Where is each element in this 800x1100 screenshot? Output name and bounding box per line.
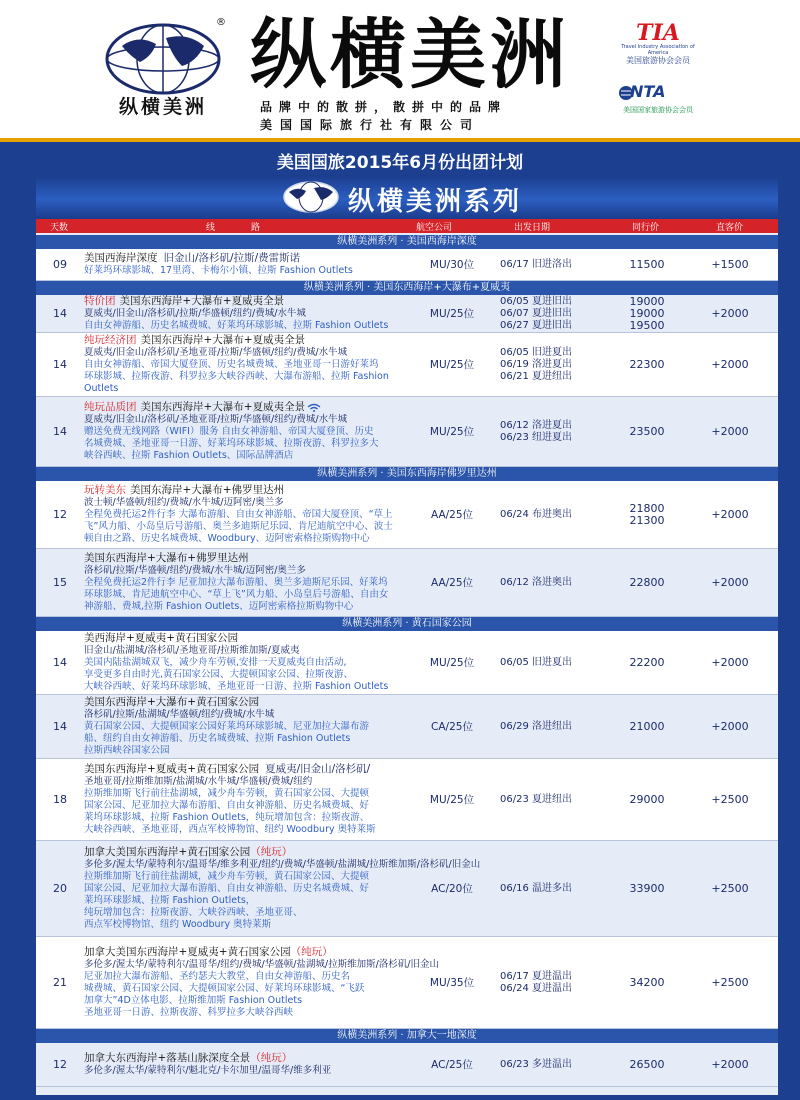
route-highlights: 飞”风力船、小岛皇后号游船、奥兰多迪斯尼乐园、肯尼迪航空中心、波士 <box>84 521 393 532</box>
route-highlights: 美国内陆盐湖城双飞，减少舟车劳顿,安排一天夏威夷自由活动, <box>84 657 347 668</box>
route-highlights: 拉斯维加斯飞行前往盐湖城，减少舟车劳顿，黄石国家公园、大提顿 <box>84 788 370 799</box>
route-name: 美国东海岸+大瀑布+佛罗里达州 <box>130 484 285 496</box>
price-value: 21000 <box>629 719 665 733</box>
route-highlights: 拉斯维加斯飞行前往盐湖城，减少舟车劳顿，黄石国家公园、大提顿 <box>84 871 370 882</box>
airline-cell: AC/20位 <box>431 883 473 895</box>
depart-cell <box>500 549 596 616</box>
route-highlights: 环球影城、肯尼迪航空中心、“草上飞”风力船、小岛皇后号游船、自由女 <box>84 589 389 600</box>
route-highlights: 西点军校博物馆、纽约 Woodbury 奥特莱斯 <box>84 919 272 930</box>
days-cell: 09 <box>53 258 67 271</box>
route-name: 美国东西海岸+大瀑布+夏威夷全景 <box>119 295 285 307</box>
slogan: 品牌中的散拼，散拼中的品牌 <box>260 100 508 114</box>
depart-cell <box>500 249 596 280</box>
price-value: 34200 <box>629 975 665 989</box>
route-title <box>84 1052 406 1065</box>
price-value: 21800 <box>629 501 665 515</box>
route-title <box>84 252 406 265</box>
depart-date: 06/12 洛进夏出 <box>500 419 572 431</box>
depart-cell <box>500 481 596 548</box>
route-cities: 多伦多/渥太华/蒙特利尔/温哥华/维多利亚/纽约/费城/华盛顿/盐湖城/拉斯维加斯/洛杉矶/旧金山 <box>84 859 481 870</box>
route-highlights: 莱坞环球影城、拉斯 Fashion Outlets， <box>84 895 256 906</box>
table-row <box>36 481 778 549</box>
table-row <box>36 397 778 467</box>
route-name: 美国东西海岸+大瀑布+黄石国家公园 <box>84 696 260 708</box>
airline-cell: MU/25位 <box>429 308 475 320</box>
route-cell <box>84 481 406 548</box>
route-cell <box>84 695 406 758</box>
route-cities: 夏威夷/旧金山/洛杉矶/圣地亚哥/拉斯/华盛顿/纽约/费城/水牛城 <box>84 414 348 425</box>
route-highlights: 好莱坞环球影城、17里湾、卡梅尔小镇、拉斯 Fashion Outlets <box>84 265 353 276</box>
depart-date: 06/24 夏进温出 <box>500 982 572 994</box>
direct-price-cell: +2500 <box>711 793 749 806</box>
series-globe-icon <box>281 180 341 214</box>
price-value: 21300 <box>629 513 665 527</box>
company-name: 美国国际旅行社有限公司 <box>260 118 481 132</box>
airline-cell: CA/25位 <box>431 721 473 733</box>
days-cell: 20 <box>53 882 67 895</box>
col-airline: 航空公司 <box>416 223 453 233</box>
direct-price-cell: +2000 <box>711 720 749 733</box>
depart-date: 06/17 旧进洛出 <box>500 258 572 270</box>
route-highlights: 国家公园、尼亚加拉大瀑布游船、自由女神游船、历史名城费城、好 <box>84 883 370 894</box>
series-title: 纵横美洲系列 <box>348 187 523 217</box>
table-row <box>36 249 778 281</box>
direct-price-cell: +2500 <box>711 882 749 895</box>
route-cell <box>84 549 406 616</box>
route-highlights: 加拿大”4D立体电影、拉斯维加斯 Fashion Outlets <box>84 995 303 1006</box>
route-cities: 旧金山/盐湖城/洛杉矶/圣地亚哥/拉斯维加斯/夏威夷 <box>84 645 300 656</box>
direct-price-cell: +2000 <box>711 307 749 320</box>
section-header: 纵横美洲系列 · 美国西海岸深度 <box>36 235 778 249</box>
direct-price-cell: +1500 <box>711 258 749 271</box>
route-title <box>84 696 406 709</box>
direct-price-cell: +2000 <box>711 358 749 371</box>
days-cell: 12 <box>53 1058 67 1071</box>
route-title <box>84 401 406 414</box>
route-name: 美国东西海岸+大瀑布+佛罗里达州 <box>84 552 249 564</box>
depart-date: 06/23 多进温出 <box>500 1058 572 1070</box>
depart-date: 06/23 夏进纽出 <box>500 793 572 805</box>
route-highlights: 圣地亚哥一日游、拉斯夜游、科罗拉多大峡谷西峡 <box>84 1007 294 1018</box>
route-title <box>84 295 406 308</box>
route-tag-pure: （纯玩） <box>290 946 333 958</box>
brand-title: 纵横美洲 <box>250 10 570 99</box>
price-value: 22300 <box>629 357 665 371</box>
price-cell <box>610 549 684 616</box>
col-days: 天数 <box>50 223 69 233</box>
route-highlights: 神游船、费城,拉斯 Fashion Outlets、迈阿密索格拉斯购物中心 <box>84 601 354 612</box>
airline-cell: AA/25位 <box>430 509 474 521</box>
schedule-panel <box>36 175 778 1095</box>
price-cell <box>610 397 684 466</box>
depart-date: 06/17 夏进温出 <box>500 970 572 982</box>
route-highlights: 国家公园、尼亚加拉大瀑布游船、自由女神游船、历史名城费城、好 <box>84 800 370 811</box>
route-name: 加拿大美国东西海岸+夏威夷+黄石国家公园 <box>84 946 291 958</box>
route-highlights: 黄石国家公园、大提顿国家公园好莱坞环球影城、尼亚加拉大瀑布游 <box>84 721 370 732</box>
registered-mark: ® <box>216 17 226 28</box>
depart-date: 06/05 旧进夏出 <box>500 346 572 358</box>
depart-date: 06/24 布进奥出 <box>500 508 572 520</box>
route-cell <box>84 631 406 694</box>
route-cities: 多伦多/渥太华/蒙特利尔/魁北克/卡尔加里/温哥华/维多利亚 <box>84 1065 332 1076</box>
table-row <box>36 1043 778 1087</box>
route-highlights: 尼亚加拉大瀑布游船、圣约瑟夫大教堂、自由女神游船、历史名 <box>84 971 351 982</box>
direct-price-cell: +2000 <box>711 576 749 589</box>
route-highlights: 峡谷西峡、拉斯 Fashion Outlets、国际品牌酒店 <box>84 450 294 461</box>
header-divider <box>0 138 800 142</box>
section-header: 纵横美洲系列 · 黄石国家公园 <box>36 617 778 631</box>
airline-cell: MU/25位 <box>429 359 475 371</box>
price-value: 23500 <box>629 424 665 438</box>
days-cell: 14 <box>53 425 67 438</box>
route-title <box>84 552 406 565</box>
route-highlights: 自由女神游船、帝国大厦登顶、历史名城费城、圣地亚哥一日游好莱坞 <box>84 359 379 370</box>
tia-member-text: 美国旅游协会会员 <box>626 56 690 65</box>
route-cities: 洛杉矶/拉斯/盐湖城/华盛顿/纽约/费城/水牛城 <box>84 709 275 720</box>
price-cell <box>610 759 684 840</box>
tia-subtitle: Travel Industry Association of America <box>621 44 695 56</box>
route-tag-pure: （纯玩） <box>250 1052 293 1064</box>
route-highlights: Outlets <box>84 383 119 394</box>
airline-cell: MU/30位 <box>429 259 475 271</box>
price-value: 22800 <box>629 575 665 589</box>
depart-cell <box>500 631 596 694</box>
route-cell <box>84 249 406 280</box>
route-highlights: 城费城、黄石国家公园、大提顿国家公园、好莱坞环球影城、“飞跃 <box>84 983 365 994</box>
header <box>0 0 800 142</box>
route-name: 美西海岸+夏威夷+黄石国家公园 <box>84 632 239 644</box>
days-cell: 12 <box>53 508 67 521</box>
price-cell <box>610 631 684 694</box>
globe-logo-icon <box>104 22 222 96</box>
section-header: 纵横美洲系列 · 加拿大一地深度 <box>36 1029 778 1043</box>
route-tag-pure: （纯玩） <box>250 846 293 858</box>
section-header: 纵横美洲系列 · 美国东西海岸佛罗里达州 <box>36 467 778 481</box>
route-cell <box>84 937 440 1028</box>
airline-cell: MU/25位 <box>429 794 475 806</box>
route-tag: 玩转美东 <box>84 484 126 496</box>
nta-badge <box>618 82 698 134</box>
route-highlights: 享受更多自由时光,黄石国家公园、大提顿国家公园、拉斯夜游、 <box>84 669 354 680</box>
depart-cell <box>500 333 596 396</box>
price-value: 29000 <box>629 792 665 806</box>
route-name: 美国东西海岸+夏威夷+黄石国家公园 <box>84 763 260 775</box>
price-value: 19500 <box>629 318 665 332</box>
route-highlights: 顿自由之路、历史名城费城、Woodbury、迈阿密索格拉斯购物中心 <box>84 533 370 544</box>
depart-date: 06/05 夏进旧出 <box>500 295 572 307</box>
price-cell <box>610 481 684 548</box>
route-highlights: 大峡谷西峡、好莱坞环球影城、圣地亚哥一日游、拉斯 Fashion Outlets <box>84 681 389 692</box>
route-highlights: 自由女神游船、历史名城费城、好莱坞环球影城、拉斯 Fashion Outlets <box>84 320 389 331</box>
route-cities: 洛杉矶/拉斯/华盛顿/纽约/费城/水牛城/迈阿密/奥兰多 <box>84 565 306 576</box>
route-highlights: 赠送免费无线网路（WIFI）服务 自由女神游船、帝国大厦登顶、历史 <box>84 426 374 437</box>
airline-cell: MU/25位 <box>429 426 475 438</box>
price-cell <box>610 937 684 1028</box>
page-title: 美国国旅2015年6月份出团计划 <box>276 153 524 173</box>
price-cell <box>610 841 684 936</box>
days-cell: 14 <box>53 358 67 371</box>
wifi-icon <box>307 403 321 412</box>
price-value: 33900 <box>629 881 665 895</box>
route-highlights: 名城费城、圣地亚哥一日游、好莱坞环球影城、拉斯夜游、科罗拉多大 <box>84 438 379 449</box>
depart-cell <box>500 397 596 466</box>
price-cell <box>610 1043 684 1086</box>
route-cities: 夏威夷/旧金山/洛杉矶/拉斯/华盛顿/纽约/费城/水牛城 <box>84 308 306 319</box>
route-highlights: 拉斯西峡谷国家公园 <box>84 745 170 756</box>
route-inline-cities: 旧金山/洛杉矶/拉斯/费雷斯诺 <box>163 252 301 264</box>
col-route: 线 路 <box>206 223 261 233</box>
route-tag: 特价团 <box>84 295 116 307</box>
tia-badge <box>618 22 698 70</box>
route-name: 美国西海岸深度 <box>84 252 158 264</box>
route-cities: 多伦多/渥太华/蒙特利尔/温哥华/纽约/费城/华盛顿/盐湖城/拉斯维加斯/洛杉矶/旧金山 <box>84 959 440 970</box>
price-cell <box>610 295 684 332</box>
days-cell: 21 <box>53 976 67 989</box>
price-cell <box>610 249 684 280</box>
route-cell <box>84 759 406 840</box>
route-inline-cities: 夏威夷/旧金山/洛杉矶/ <box>265 763 371 775</box>
route-title <box>84 763 406 776</box>
direct-price-cell: +2500 <box>711 976 749 989</box>
depart-date: 06/05 旧进夏出 <box>500 656 572 668</box>
col-depart: 出发日期 <box>514 223 551 233</box>
route-cell <box>84 295 406 332</box>
depart-cell <box>500 1043 596 1086</box>
route-highlights: 全程免费托运2件行李 尼亚加拉大瀑布游船、奥兰多迪斯尼乐园、好莱坞 <box>84 577 388 588</box>
airline-cell: AC/25位 <box>431 1059 473 1071</box>
depart-date: 06/16 温进多出 <box>500 882 572 894</box>
route-cities: 夏威夷/旧金山/洛杉矶/圣地亚哥/拉斯/华盛顿/纽约/费城/水牛城 <box>84 347 348 358</box>
tia-logo: TIA <box>636 20 680 46</box>
depart-date: 06/21 夏进纽出 <box>500 370 572 382</box>
route-highlights: 环球影城、拉斯夜游、科罗拉多大峡谷西峡、大瀑布游船、拉斯 Fashion <box>84 371 389 382</box>
route-name: 加拿大东西海岸+落基山脉深度全景 <box>84 1052 251 1064</box>
depart-date: 06/19 洛进夏出 <box>500 358 572 370</box>
route-title <box>84 484 406 497</box>
days-cell: 15 <box>53 576 67 589</box>
price-value: 11500 <box>629 257 665 271</box>
logo-caption: 纵横美洲 <box>118 96 207 118</box>
airline-cell: MU/35位 <box>429 977 475 989</box>
table-row <box>36 295 778 333</box>
depart-cell <box>500 937 596 1028</box>
direct-price-cell: +2000 <box>711 425 749 438</box>
days-cell: 14 <box>53 307 67 320</box>
depart-cell <box>500 295 596 332</box>
table-row <box>36 841 778 937</box>
price-value: 19000 <box>629 306 665 320</box>
section-header: 纵横美洲系列 · 美国东西海岸+大瀑布+夏威夷 <box>36 281 778 295</box>
depart-cell <box>500 841 596 936</box>
depart-date: 06/12 洛进奥出 <box>500 576 572 588</box>
route-tag: 纯玩品质团 <box>84 401 137 413</box>
route-tag: 纯玩经济团 <box>84 334 137 346</box>
route-highlights: 纯玩增加包含：拉斯夜游、大峡谷西峡、圣地亚哥、 <box>84 907 303 918</box>
route-cell <box>84 1043 406 1086</box>
days-cell: 18 <box>53 793 67 806</box>
price-value: 26500 <box>629 1057 665 1071</box>
depart-date: 06/27 夏进旧出 <box>500 319 572 331</box>
route-title <box>84 632 406 645</box>
route-name: 美国东西海岸+大瀑布+夏威夷全景 <box>140 334 306 346</box>
days-cell: 14 <box>53 656 67 669</box>
table-row <box>36 937 778 1029</box>
route-title <box>84 334 406 347</box>
route-cities: 圣地亚哥/拉斯维加斯/盐湖城/水牛城/华盛顿/费城/纽约 <box>84 776 313 787</box>
airline-cell: AA/25位 <box>430 577 474 589</box>
col-price: 同行价 <box>632 223 660 233</box>
direct-price-cell: +2000 <box>711 656 749 669</box>
route-name: 美国东西海岸+大瀑布+夏威夷全景 <box>140 401 306 413</box>
route-cell <box>84 333 406 396</box>
airline-cell: MU/25位 <box>429 657 475 669</box>
depart-cell <box>500 759 596 840</box>
nta-logo: NTA <box>630 82 666 101</box>
table-row <box>36 333 778 397</box>
route-highlights: 船、纽约自由女神游船、历史名城费城、拉斯 Fashion Outlets <box>84 733 351 744</box>
series-banner <box>36 175 778 219</box>
route-highlights: 全程免费托运2件行李 大瀑布游船、自由女神游船、帝国大厦登顶、“草上 <box>84 509 393 520</box>
table-row <box>36 759 778 841</box>
price-cell <box>610 333 684 396</box>
depart-cell <box>500 695 596 758</box>
column-header <box>36 219 778 233</box>
depart-date: 06/29 洛进纽出 <box>500 720 572 732</box>
route-highlights: 大峡谷西峡、圣地亚哥，西点军校博物馆、纽约 Woodbury 奥特莱斯 <box>84 824 376 835</box>
route-name: 加拿大美国东西海岸+黄石国家公园 <box>84 846 251 858</box>
col-direct: 直客价 <box>716 223 744 233</box>
direct-price-cell: +2000 <box>711 508 749 521</box>
table-row <box>36 549 778 617</box>
depart-date: 06/23 纽进夏出 <box>500 431 572 443</box>
table-row <box>36 695 778 759</box>
route-title <box>84 846 406 859</box>
depart-date: 06/07 夏进旧出 <box>500 307 572 319</box>
route-title <box>84 946 406 959</box>
price-value: 19000 <box>629 294 665 308</box>
table-row <box>36 631 778 695</box>
route-cities: 波士顿/华盛顿/纽约/费城/水牛城/迈阿密/奥兰多 <box>84 497 284 508</box>
price-cell <box>610 695 684 758</box>
price-value: 22200 <box>629 655 665 669</box>
direct-price-cell: +2000 <box>711 1058 749 1071</box>
days-cell: 14 <box>53 720 67 733</box>
nta-member-text: 美国国家旅游协会会员 <box>623 106 693 114</box>
route-cell <box>84 397 406 466</box>
route-highlights: 莱坞环球影城、拉斯 Fashion Outlets，纯玩增加包含：拉斯夜游、 <box>84 812 370 823</box>
